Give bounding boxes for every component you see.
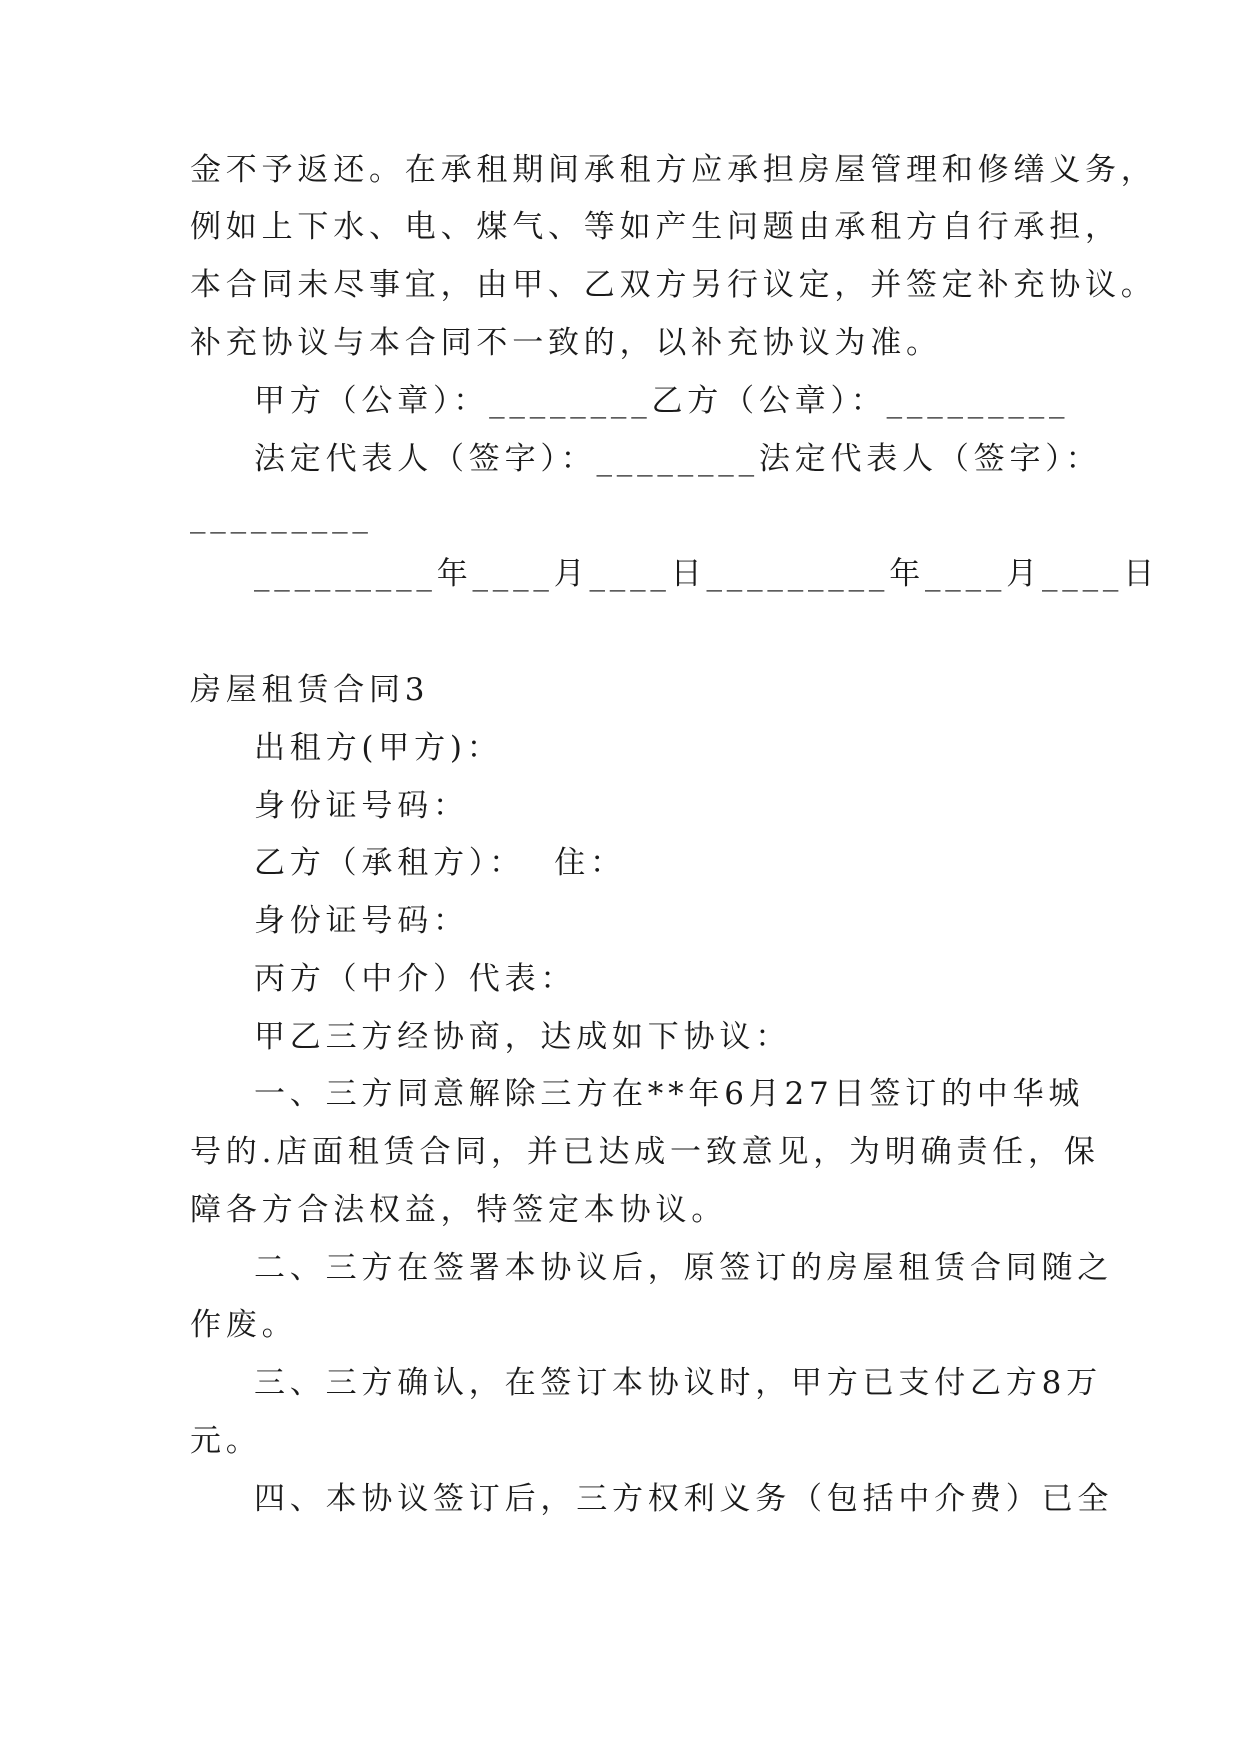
- clause-2-line: 作废。: [190, 1307, 298, 1343]
- party-a-field: 出租方(甲方)：: [254, 730, 503, 766]
- clause-3-line: 元。: [190, 1423, 262, 1459]
- paragraph-line: 例如上下水、电、煤气、等如产生问题由承租方自行承担，: [190, 209, 1121, 245]
- clause-3-line: 三、三方确认，在签订本协议时，甲方已支付乙方8万: [254, 1365, 1102, 1401]
- section-title: 房屋租赁合同3: [190, 672, 430, 708]
- paragraph-line: 甲乙三方经协商，达成如下协议：: [254, 1019, 791, 1055]
- signature-blank: _________: [190, 498, 373, 534]
- paragraph-line: 补充协议与本合同不一致的，以补充协议为准。: [190, 325, 942, 361]
- paragraph-line: 本合同未尽事宜，由甲、乙双方另行议定，并签定补充协议。: [190, 267, 1157, 303]
- paragraph-line: 金不予返还。在承租期间承租方应承担房屋管理和修缮义务，: [190, 152, 1157, 188]
- clause-1-line: 号的.店面租赁合同，并已达成一致意见，为明确责任，保: [190, 1134, 1100, 1170]
- clause-1-line: 障各方合法权益，特签定本协议。: [190, 1192, 727, 1228]
- signature-line-representative: 法定代表人（签字）：________法定代表人（签字）：: [254, 441, 1102, 477]
- party-b-field: 乙方（承租方）： 住：: [254, 845, 626, 881]
- clause-1-line: 一、三方同意解除三方在**年6月27日签订的中华城: [254, 1076, 1085, 1112]
- id-number-field: 身份证号码：: [254, 903, 469, 939]
- party-c-field: 丙方（中介）代表：: [254, 961, 577, 997]
- clause-4-line: 四、本协议签订后，三方权利义务（包括中介费）已全: [254, 1481, 1114, 1517]
- signature-line-party-seal: 甲方（公章）：________乙方（公章）：_________: [254, 383, 1070, 419]
- clause-2-line: 二、三方在签署本协议后，原签订的房屋租赁合同随之: [254, 1250, 1114, 1286]
- id-number-field: 身份证号码：: [254, 788, 469, 824]
- date-line: _________年____月____日_________年____月____日: [254, 556, 1159, 592]
